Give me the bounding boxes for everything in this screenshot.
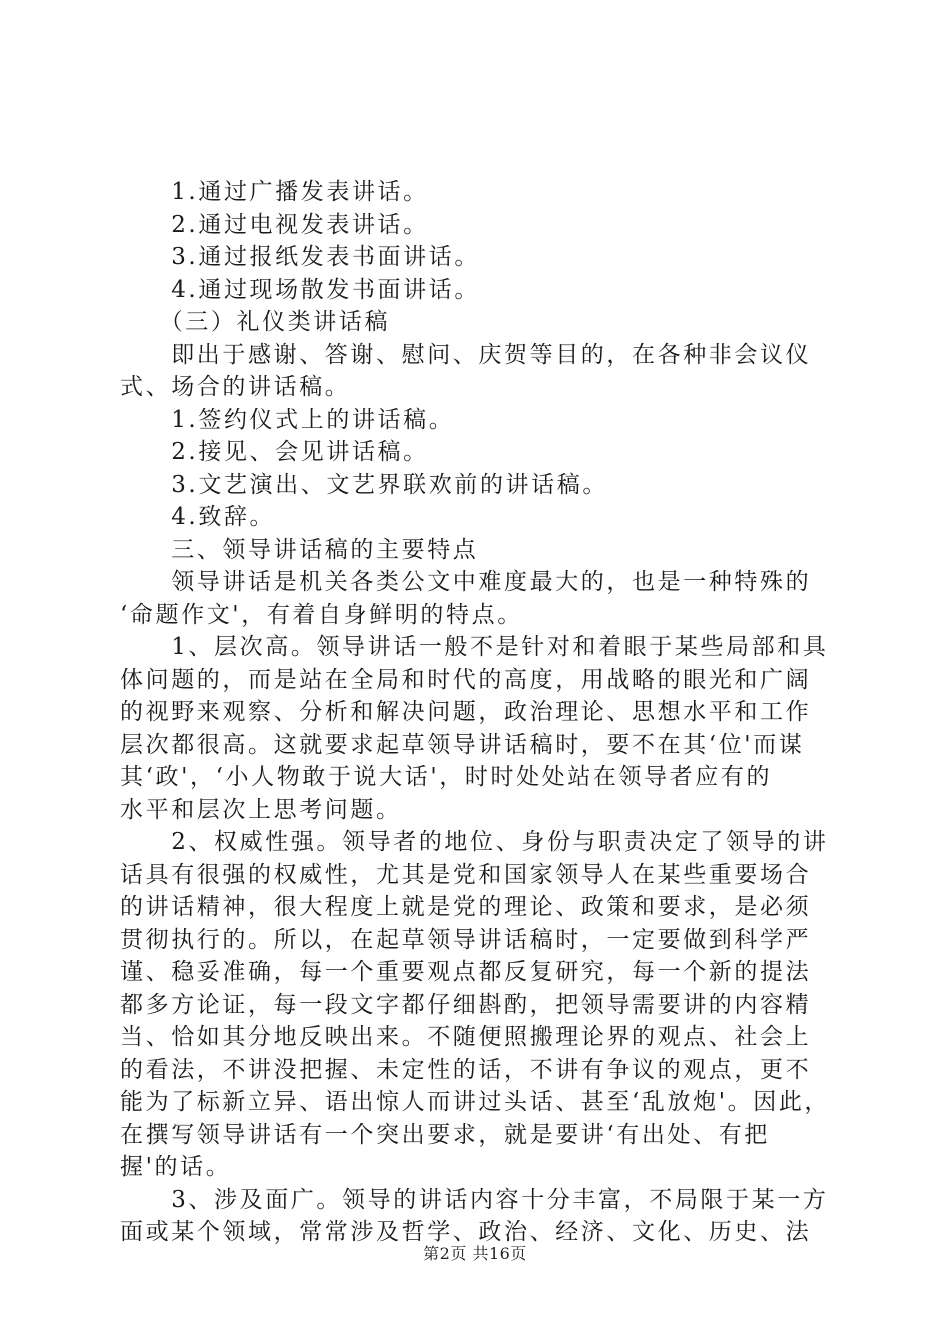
text-line: 1.通过广播发表讲话。 — [120, 179, 429, 205]
text-line: 式、场合的讲话稿。 — [120, 374, 351, 400]
document-body — [120, 176, 840, 1249]
text-line: 3.文艺演出、文艺界联欢前的讲话稿。 — [120, 471, 608, 498]
text-line: 即出于感谢、答谢、慰问、庆贺等目的，在各种非会议仪 — [120, 341, 812, 368]
text-line: ‘命题作文'，有着自身鲜明的特点。 — [120, 601, 523, 628]
text-line: 能为了标新立异、语出惊人而讲过头话、甚至‘乱放炮'。因此， — [120, 1089, 831, 1115]
text-line: 贯彻执行的。所以，在起草领导讲话稿时，一定要做到科学严 — [120, 926, 812, 953]
text-line: 体问题的，而是站在全局和时代的高度，用战略的眼光和广阔 — [120, 666, 812, 693]
text-line: 当、恰如其分地反映出来。不随便照搬理论界的观点、社会上 — [120, 1024, 812, 1050]
text-line: 话具有很强的权威性，尤其是党和国家领导人在某些重要场合 — [120, 861, 812, 888]
text-line: 领导讲话是机关各类公文中难度最大的，也是一种特殊的 — [120, 569, 812, 595]
page-number-footer: 第2页 共16页 — [423, 1244, 527, 1263]
text-line: 3、涉及面广。领导的讲话内容十分丰富，不局限于某一方 — [120, 1186, 829, 1213]
text-line: 1、层次高。领导讲话一般不是针对和着眼于某些局部和具 — [120, 634, 829, 660]
text-line: 2、权威性强。领导者的地位、身份与职责决定了领导的讲 — [120, 829, 829, 855]
text-line: 1.签约仪式上的讲话稿。 — [120, 406, 455, 433]
text-line: 水平和层次上思考问题。 — [120, 796, 402, 823]
text-line: 的视野来观察、分析和解决问题，政治理论、思想水平和工作 — [120, 699, 812, 725]
text-line: 都多方论证，每一段文字都仔细斟酌，把领导需要讲的内容精 — [120, 991, 812, 1018]
text-line: 2.接见、会见讲话稿。 — [120, 439, 429, 465]
text-line: 的看法，不讲没把握、未定性的话，不讲有争议的观点，更不 — [120, 1056, 812, 1083]
text-line: 4.通过现场散发书面讲话。 — [120, 276, 480, 303]
text-line: 2.通过电视发表讲话。 — [120, 211, 429, 238]
text-line: 3.通过报纸发表书面讲话。 — [120, 244, 480, 270]
text-line: 层次都很高。这就要求起草领导讲话稿时，要不在其‘位'而谋 — [120, 731, 805, 758]
text-line: 4.致辞。 — [120, 504, 276, 530]
text-line: 谨、稳妥准确，每一个重要观点都反复研究，每一个新的提法 — [120, 959, 812, 985]
text-line: 面或某个领域，常常涉及哲学、政治、经济、文化、历史、法 — [120, 1219, 812, 1245]
text-line: 其‘政'，‘小人物敢于说大话'，时时处处站在领导者应有的 — [120, 764, 773, 790]
text-line: 在撰写领导讲话有一个突出要求，就是要讲‘有出处、有把 — [120, 1121, 770, 1148]
section-heading: 三、领导讲话稿的主要特点 — [120, 536, 479, 563]
text-line: 的讲话精神，很大程度上就是党的理论、政策和要求，是必须 — [120, 894, 812, 920]
section-heading: （三）礼仪类讲话稿 — [120, 309, 391, 335]
text-line: 握'的话。 — [120, 1154, 232, 1180]
